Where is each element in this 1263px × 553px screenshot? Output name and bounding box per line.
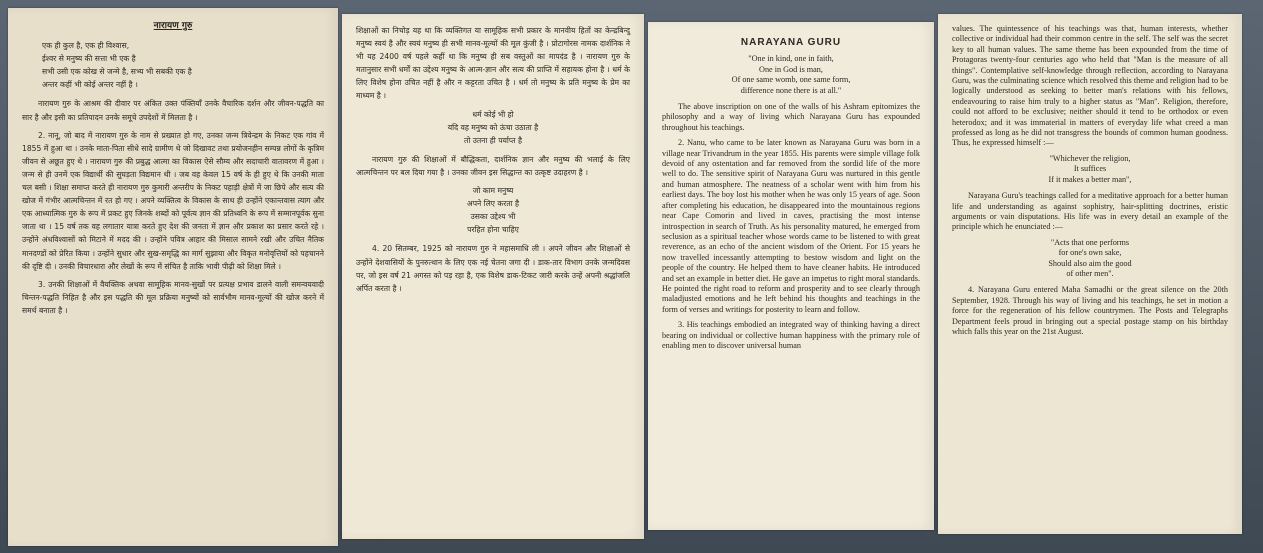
hindi-title: नारायण गुरु <box>153 21 193 31</box>
english-poem-line: difference none there is at all." <box>740 85 842 95</box>
hindi-panel-left <box>8 8 338 546</box>
english-poem-line: Of one same womb, one same form, <box>731 75 851 85</box>
english-paragraph-4: Narayana Guru's teachings called for a meditative approach for a better human life and understanding as against sophistry, hair-splitting doctrines, eristic arguments or vain disputations. His life was in every detail an example of the principle which he enunciated :— <box>952 191 1228 232</box>
hindi-paragraph-2: 2. नानू, जो बाद में नारायण गुरु के नाम से प्रख्यात हो गए, उनका जन्म त्रिवेन्द्रम के निकट एक गांव में 1855 में हुआ था । उनके माता-पिता सीधे सादे ग्रामीण थे जो दिखावट तथा प्रयोजनहीन सम्पन्न लोगों के कृत्रिम जीवन से अछूत हुए थे । नारायण गुरु की प्रबुद्ध आत्मा का विकास ऐसे सौम्य और सदाचारी वातावरण में हुआ । जन्म से ही उनमें एक विद्यार्थी की सुघड़ता विद्यमान थी । जब वह केवल 15 वर्ष के ही हुए थे कि उनकी माता चल बसी । शिक्षा समाप्त करते ही नारायण गुरु कुमारी अन्तरीप के निकट पहाड़ी क्षेत्रों में जा छिपे और सत्य की खोज में गंभीर आत्मचिन्तन में रत हो गए । अपने व्यक्तित्व के विकास के साथ ही उन्होंने एकान्तवास त्याग और एक आध्यात्मिक गुरु के रूप में प्रकट हुए जिनके शब्दों को पूर्वत्य ज्ञान की प्रतिध्वनि के रूप में सम्मानपूर्वक सुना जाता था । 15 वर्ष तक वह लगातार यात्रा करते हुए देश की जनता में ज्ञान और प्रकाश का प्रसार करते रहे । उन्होंने अंधविश्वासों को मिटाने में मदद की । उन्होंने पवित्र आहार की मिसाल सामने रखी और उचित नैतिक मानदण्डों को प्रेरित किया । उन्होंने सुधार और सुख-समृद्धि का मार्ग सुझाया और विकृत मनोवृत्तियों को पहचानने की दृष्टि दी । उनकी विचारधारा और लेखों के रूप में संचित है ताकि भावी पीढ़ी को शिक्षा मिले । <box>22 130 324 271</box>
english-panel-right <box>938 14 1242 534</box>
english-poem-3-line: for one's own sake, <box>1058 248 1122 258</box>
hindi-paragraph-3-continued: शिक्षाओं का निचोड़ यह था कि व्यक्तिगत या सामूहिक सभी प्रकार के मानवीय हितों का केन्द्रबिन्दु मनुष्य स्वयं है और स्वयं मनुष्य ही सभी मानव-मूल्यों की मूल कुंजी है । प्रोटागोरस नामक दार्शनिक ने भी यह 2400 वर्ष पहले कहीं था कि मनुष्य ही सब वस्तुओं का मापदंड है । नारायण गुरु के मतानुसार सभी धर्मों का उद्देश्य मनुष्य के आत्म-ज्ञान और सत्य की प्राप्ति में सहायक होना है । धर्म के लिए विशेष होना उचित नहीं है और न कट्टरता उचित है । धर्म तो मनुष्य के प्रति मनुष्य के प्रेम का माध्यम है । <box>356 26 630 101</box>
hindi-paragraph-5: 4. 20 सितम्बर, 1925 को नारायण गुरु ने महासमाधि ली । अपने जीवन और शिक्षाओं से उन्होंने देशवासियों के पुनरुत्थान के लिए एक नई चेतना जगा दी । डाक-तार विभाग उनके जन्मदिवस पर, जो इस वर्ष 21 अगस्त को पड़ रहा है, एक विशेष डाक-टिकट जारी करके उन्हें अपनी श्रद्धांजलि अर्पित करता है । <box>356 244 630 293</box>
english-poem-3-line: "Acts that one performs <box>1050 237 1130 247</box>
english-poem-3-line: Should also aim the good <box>1048 258 1132 268</box>
hindi-poem-2 <box>356 108 630 147</box>
hindi-poem-line: एक ही कुल है, एक ही विश्वास, <box>42 41 130 51</box>
hindi-poem-3-line: परहित होना चाहिए <box>467 225 519 235</box>
english-poem-line: One in God is man, <box>759 64 823 74</box>
hindi-panel-right <box>342 14 644 539</box>
english-poem-2-line: It suffices <box>1073 164 1107 174</box>
english-poem-3-line: of other men". <box>1066 268 1114 278</box>
english-title: NARAYANA GURU <box>740 37 842 48</box>
hindi-poem-3-line: उसका उद्देश्य भी <box>470 212 516 222</box>
hindi-poem-3 <box>356 184 630 236</box>
english-poem-3 <box>952 238 1228 280</box>
hindi-poem-3-line: जो काम मनुष्य <box>472 186 514 196</box>
english-paragraph-5: 4. Narayana Guru entered Maha Samadhi or the great silence on the 20th September, 1928. Through his way of living and his teachings, he set in motion a force for the regeneration of his fellow countrymen. The Posts and Telegraphs Department feels proud in bringing out a special postage stamp on his birthday which falls this year on the 21st August. <box>952 285 1228 336</box>
hindi-poem-3-line: अपने लिए करता है <box>466 199 520 209</box>
hindi-poem <box>22 39 324 91</box>
hindi-poem-line: अन्तर कहीं भी कोई अन्तर नहीं है । <box>42 80 138 90</box>
english-paragraph-2: 2. Nanu, who came to be later known as Narayana Guru was born in a village near Trivandrum in the year 1855. His parents were simple village folk devoid of any ostentation and far removed from the sordid life of the more well to do. The sensitive spirit of Narayana Guru was nurtured in this gentle and human atmosphere. The neatness of a scholar went with him from his earliest days. The boy lost his mother when he was only 15 years of age. Soon after completing his education, he disappeared into the mountainous regions near Cape Comorin and lived in caves, practising the most intense introspection in search of Truth. As his personality matured, he emerged from seclusion as a spiritual teacher whose words came to be listened to with great reverence, as an echo of the ancient wisdom of the Orient. For 15 years he now travelled incessantly attempting to bestow wisdom and light on the people of the country. He helped them to have cleaner habits. He introduced and set an example in better diet. He gave an impetus to right moral standards. He pointed the right road to reform and prosperity and to see clearly through maladjusted emotions and he left behind his thoughts and teachings in the form of verses and writings for posterity to learn and follow. <box>662 138 920 314</box>
english-poem-line: "One in kind, one in faith, <box>748 54 834 64</box>
english-poem-2-line: "Whichever the religion, <box>1049 153 1131 163</box>
hindi-paragraph-4: नारायण गुरु की शिक्षाओं में बौद्धिकता, दार्शनिक ज्ञान और मनुष्य की भलाई के लिए आत्मचिन्तन पर बल दिया गया है । उनका जीवन इस सिद्धान्त का उत्कृष्ट उदाहरण है । <box>356 154 630 177</box>
english-poem-2 <box>952 154 1228 185</box>
hindi-paragraph-1: नारायण गुरु के आश्रम की दीवार पर अंकित उक्त पंक्तियाँ उनके वैचारिक दर्शन और जीवन-पद्धति का सार है और इसी का प्रतिपादन उनके समूचे उपदेशों में मिलता है । <box>22 99 324 122</box>
english-paragraph-1: The above inscription on one of the walls of his Ashram epitomizes the philosophy and a way of living which Narayana Guru has expounded throughout his teachings. <box>662 102 920 132</box>
english-poem-2-line: If it makes a better man", <box>1048 174 1132 184</box>
hindi-poem-line: सभी उसी एक कोख से जन्मे है, सभ्य भी सबकी एक है <box>42 67 192 77</box>
hindi-poem-2-line: यदि वह मनुष्य को ऊंचा उठाता है <box>447 122 539 132</box>
hindi-paragraph-3: 3. उनकी शिक्षाओं में वैयक्तिक अथवा सामूहिक मानव-सुखों पर प्रत्यक्ष प्रभाव डालने वाली समन्वयवादी चिन्तन-पद्धति निहित है और इस पद्धति की मूल प्रक्रिया मनुष्यों को सार्वभौम मानव-मूल्यों की खोज करने में समर्थ बनाता है । <box>22 279 324 315</box>
hindi-poem-2-line: तो उतना ही पर्याप्त है <box>463 135 522 145</box>
english-paragraph-3-continued: values. The quintessence of his teachings was that, human interests, whether collective or individual had their common centre in the self. The self was the secret key to all human values. The same theme has been expounded from the time of Protagoras twenty-four centuries ago who held that "Man is the measure of all things". Contemplative self-knowledge through reflection, according to Narayana Guru, was the culminating science which resolved this theme and religion had to be logically understood as seeking to better man's relations with his fellows, endeavouring to raise him truly to a higher status as "Man". Religion, therefore, could not afford to be exclusive; neither should it tend to be orthodox or even heterodox; and it was immaterial in matters of everyday life what creed a man professed as long as he did not transgress the bounds of common human goodness. Thus, he expressed himself :— <box>952 24 1228 148</box>
english-panel-left <box>648 22 934 530</box>
hindi-poem-2-line: धर्म कोई भी हो <box>472 109 514 119</box>
english-poem <box>662 54 920 96</box>
english-paragraph-3: 3. His teachings embodied an integrated way of thinking having a direct bearing on individual or collective human happiness with the primary role of enabling men to discover universal human <box>662 320 920 350</box>
hindi-poem-line: ईश्वर से मनुष्य की सत्ता भी एक है <box>42 54 136 64</box>
